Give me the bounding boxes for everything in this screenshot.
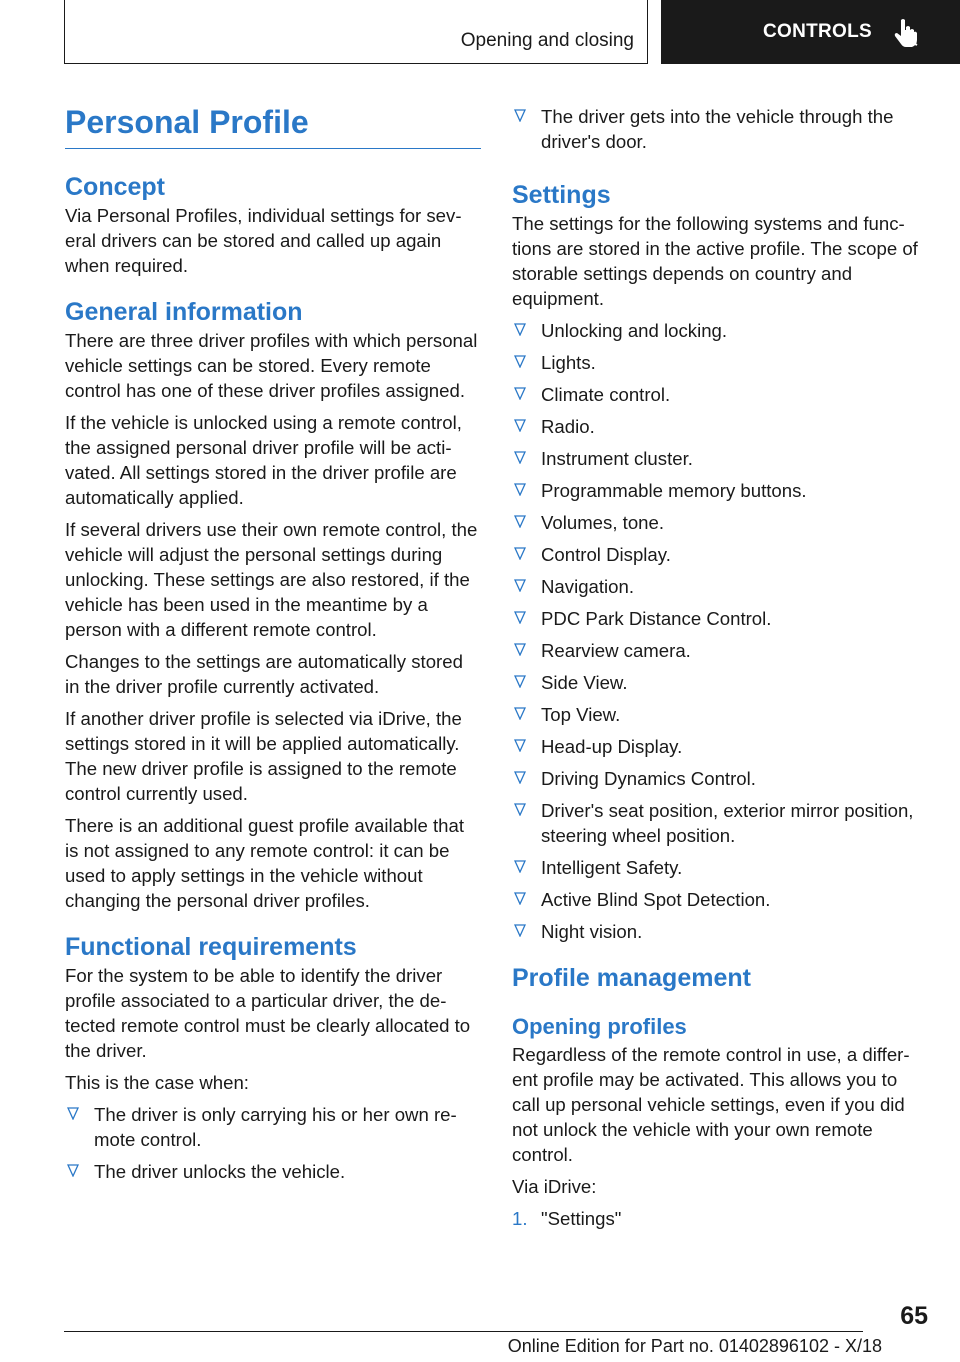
list-item: Unlocking and locking. <box>512 318 924 343</box>
concept-paragraph: Via Personal Profiles, individual settings for several drivers can be stored and called up again when required. <box>65 205 462 276</box>
triangle-bullet-icon <box>514 547 526 560</box>
list-item: Night vision. <box>512 919 924 944</box>
list-item: Climate control. <box>512 382 924 407</box>
list-item: PDC Park Distance Control. <box>512 606 924 631</box>
list-item: Radio. <box>512 414 924 439</box>
list-item: Control Display. <box>512 542 924 567</box>
settings-paragraph: The settings for the following systems and functions are stored in the active profile. The scope of storable settings depends on country and equipment. <box>512 213 918 309</box>
step-text: "Settings" <box>541 1208 622 1229</box>
list-item: The driver unlocks the vehicle. <box>65 1159 481 1184</box>
triangle-bullet-icon <box>514 675 526 688</box>
list-item: Head-up Display. <box>512 734 924 759</box>
triangle-bullet-icon <box>514 924 526 937</box>
page-number: 65 <box>900 1302 928 1330</box>
triangle-bullet-icon <box>514 387 526 400</box>
list-item: Navigation. <box>512 574 924 599</box>
list-item: The driver is only carrying his or her own remote control. <box>65 1102 481 1152</box>
list-item: The driver gets into the vehicle through the driver's door. <box>512 104 924 154</box>
steps-list <box>512 1206 924 1231</box>
list-item: Instrument cluster. <box>512 446 924 471</box>
triangle-bullet-icon <box>514 643 526 656</box>
triangle-bullet-icon <box>514 419 526 432</box>
chapter-label: CONTROLS <box>763 21 873 42</box>
general-paragraph-2: If the vehicle is unlocked using a remote control, the assigned personal driver profile will be activated. All settings stored in the driver profile are automatically applied. <box>65 412 462 508</box>
list-item: Driving Dynamics Control. <box>512 766 924 791</box>
triangle-bullet-icon <box>514 483 526 496</box>
triangle-bullet-icon <box>514 109 526 122</box>
edition-footer: Online Edition for Part no. 01402896102 - X/18 <box>507 1336 882 1356</box>
triangle-bullet-icon <box>514 803 526 816</box>
triangle-bullet-icon <box>514 451 526 464</box>
triangle-bullet-icon <box>514 707 526 720</box>
section-title: Opening and closing <box>460 30 634 51</box>
general-paragraph-1: There are three driver profiles with which personal vehicle settings can be stored. Every remote control has one of these driver profiles assigned. <box>65 330 478 401</box>
general-paragraph-3: If several drivers use their own remote control, the vehicle will adjust the personal settings during unlocking. These settings are also restored, if the vehicle has been used in the meantime by a person with a different remote control. <box>65 519 478 640</box>
list-item: Active Blind Spot Detection. <box>512 887 924 912</box>
list-item: Rearview camera. <box>512 638 924 663</box>
triangle-bullet-icon <box>514 579 526 592</box>
triangle-bullet-icon <box>67 1164 79 1177</box>
triangle-bullet-icon <box>67 1107 79 1120</box>
triangle-bullet-icon <box>514 323 526 336</box>
opening-paragraph: Regardless of the remote control in use, a different profile may be activated. This allows you to call up personal vehicle settings, even if you did not unlock the vehicle with your own remote control. <box>512 1044 910 1165</box>
triangle-bullet-icon <box>514 892 526 905</box>
triangle-bullet-icon <box>514 771 526 784</box>
functional-paragraph: For the system to be able to identify the driver profile associated to a particular driver, the detected remote control must be clearly allocated to the driver. <box>65 965 471 1061</box>
step-number: 1. <box>512 1208 528 1229</box>
list-item: Side View. <box>512 670 924 695</box>
left-column <box>65 100 481 1191</box>
opening-profiles-heading: Opening profiles <box>512 1014 687 1039</box>
triangle-bullet-icon <box>514 355 526 368</box>
page-title: Personal Profile <box>65 100 481 149</box>
list-item: Top View. <box>512 702 924 727</box>
functional-requirements-heading: Functional requirements <box>65 933 357 961</box>
step-item <box>512 1206 924 1231</box>
triangle-bullet-icon <box>514 515 526 528</box>
list-item: Driver's seat position, exterior mirror position, steering wheel position. <box>512 798 924 848</box>
hand-pointer-icon <box>892 17 920 47</box>
case-list <box>65 1102 481 1184</box>
concept-heading: Concept <box>65 173 165 201</box>
list-item: Intelligent Safety. <box>512 855 924 880</box>
right-column <box>512 104 924 1231</box>
general-paragraph-4: Changes to the settings are automatically stored in the driver profile currently activated. <box>65 651 463 697</box>
list-item: Programmable memory buttons. <box>512 478 924 503</box>
settings-heading: Settings <box>512 181 611 209</box>
settings-list <box>512 318 924 944</box>
case-list-continued <box>512 104 924 154</box>
via-idrive-text: Via iDrive: <box>512 1176 597 1197</box>
general-paragraph-5: If another driver profile is selected via iDrive, the settings stored in it will be applied automatically. The new driver profile is assigned to the remote control currently used. <box>65 708 462 804</box>
footer-rule <box>64 1331 863 1332</box>
triangle-bullet-icon <box>514 860 526 873</box>
case-intro: This is the case when: <box>65 1072 249 1093</box>
list-item: Volumes, tone. <box>512 510 924 535</box>
general-paragraph-6: There is an additional guest profile available that is not assigned to any remote control: it can be used to apply settings in the vehicle without changing the personal driver profiles. <box>65 815 464 911</box>
triangle-bullet-icon <box>514 611 526 624</box>
triangle-bullet-icon <box>514 739 526 752</box>
general-information-heading: General information <box>65 298 303 326</box>
chapter-tab[interactable] <box>661 0 960 64</box>
list-item: Lights. <box>512 350 924 375</box>
profile-management-heading: Profile management <box>512 964 751 992</box>
